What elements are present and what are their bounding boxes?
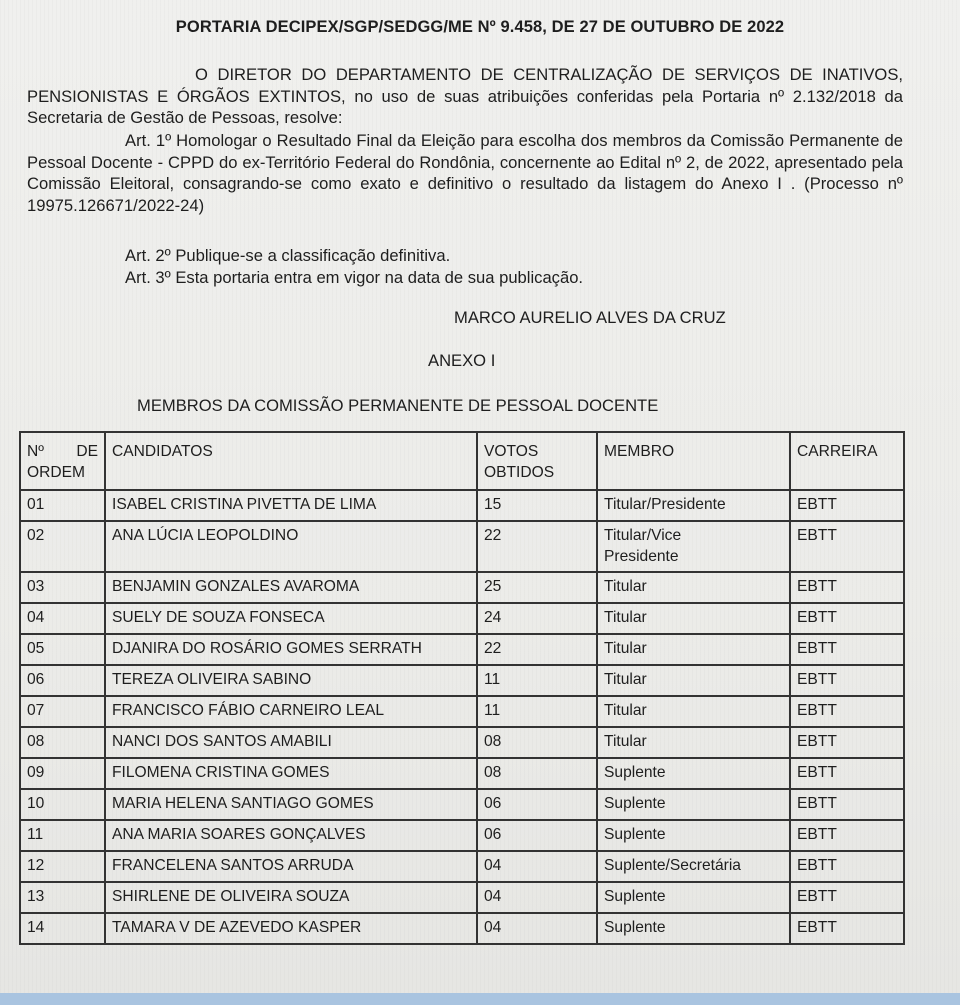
cell-ordem-text: 06 bbox=[27, 671, 45, 688]
cell-ordem-text: 05 bbox=[27, 640, 45, 657]
table-row bbox=[20, 696, 904, 727]
cell-candidato bbox=[105, 665, 477, 696]
table-row bbox=[20, 665, 904, 696]
cell-ordem bbox=[20, 882, 105, 913]
cell-ordem-text: 13 bbox=[27, 888, 45, 905]
cell-membro-text: Suplente bbox=[604, 795, 666, 812]
cell-candidato bbox=[105, 758, 477, 789]
cell-membro-text: Titular/Presidente bbox=[604, 496, 726, 513]
cell-carreira-text: EBTT bbox=[797, 609, 837, 626]
cell-candidato-text: ANA LÚCIA LEOPOLDINO bbox=[112, 527, 299, 544]
cell-votos bbox=[477, 521, 597, 572]
header-votos bbox=[477, 432, 597, 490]
cell-votos bbox=[477, 820, 597, 851]
cell-candidato bbox=[105, 913, 477, 944]
cell-ordem-text: 01 bbox=[27, 496, 45, 513]
cell-membro-text: Titular bbox=[604, 609, 647, 626]
cell-carreira-text: EBTT bbox=[797, 527, 837, 544]
cell-candidato-text: SUELY DE SOUZA FONSECA bbox=[112, 609, 325, 626]
cell-candidato bbox=[105, 634, 477, 665]
cell-votos bbox=[477, 490, 597, 521]
cell-carreira bbox=[790, 789, 904, 820]
signer-name: MARCO AURELIO ALVES DA CRUZ bbox=[454, 308, 726, 327]
cell-ordem bbox=[20, 727, 105, 758]
table-header-row bbox=[20, 432, 904, 490]
cell-votos-text: 08 bbox=[484, 733, 502, 750]
cell-membro-text: Suplente/Secretária bbox=[604, 857, 741, 874]
header-ordem-label: ORDEM bbox=[27, 464, 86, 481]
members-table bbox=[19, 431, 905, 945]
cell-votos bbox=[477, 572, 597, 603]
cell-votos bbox=[477, 727, 597, 758]
header-ordem-no: Nº bbox=[27, 443, 44, 460]
cell-carreira-text: EBTT bbox=[797, 857, 837, 874]
cell-votos-text: 11 bbox=[484, 671, 501, 688]
cell-candidato-text: FILOMENA CRISTINA GOMES bbox=[112, 764, 330, 781]
cell-membro bbox=[597, 696, 790, 727]
cell-candidato bbox=[105, 882, 477, 913]
cell-ordem-text: 14 bbox=[27, 919, 45, 936]
cell-votos bbox=[477, 913, 597, 944]
cell-candidato-text: ISABEL CRISTINA PIVETTA DE LIMA bbox=[112, 496, 377, 513]
cell-membro bbox=[597, 572, 790, 603]
annex-subtitle: MEMBROS DA COMISSÃO PERMANENTE DE PESSOAL DOCENTE bbox=[137, 396, 659, 415]
cell-carreira-text: EBTT bbox=[797, 764, 837, 781]
cell-candidato-text: TEREZA OLIVEIRA SABINO bbox=[112, 671, 312, 688]
cell-membro bbox=[597, 851, 790, 882]
cell-ordem-text: 11 bbox=[27, 826, 44, 843]
cell-ordem-text: 03 bbox=[27, 578, 45, 595]
cell-membro bbox=[597, 820, 790, 851]
cell-candidato-text: NANCI DOS SANTOS AMABILI bbox=[112, 733, 332, 750]
cell-membro-text-line2: Presidente bbox=[604, 548, 679, 565]
cell-ordem-text: 08 bbox=[27, 733, 45, 750]
cell-carreira bbox=[790, 521, 904, 572]
cell-candidato bbox=[105, 789, 477, 820]
cell-membro-text: Titular bbox=[604, 671, 647, 688]
cell-carreira-text: EBTT bbox=[797, 795, 837, 812]
article-1-text: Art. 1º Homologar o Resultado Final da Eleição para escolha dos membros da Comissão Permanente de Pessoal Docente - CPPD do ex-Território Federal do Rondônia, concernente ao Edital nº 2, de 2022, apresentado pela Comissão Eleitoral, consagrando-se como exato e definitivo o resultado da listagem do Anexo I . (Processo nº 19975.126671/2022-24) bbox=[27, 131, 903, 215]
cell-candidato bbox=[105, 696, 477, 727]
cell-candidato-text: MARIA HELENA SANTIAGO GOMES bbox=[112, 795, 374, 812]
cell-membro bbox=[597, 665, 790, 696]
table-row bbox=[20, 521, 904, 572]
cell-carreira-text: EBTT bbox=[797, 919, 837, 936]
cell-carreira bbox=[790, 634, 904, 665]
table-row bbox=[20, 603, 904, 634]
cell-membro-text: Titular bbox=[604, 733, 647, 750]
cell-carreira bbox=[790, 913, 904, 944]
cell-votos-text: 04 bbox=[484, 919, 502, 936]
preamble-paragraph bbox=[27, 64, 903, 129]
cell-membro bbox=[597, 913, 790, 944]
table-row bbox=[20, 572, 904, 603]
cell-ordem bbox=[20, 820, 105, 851]
cell-votos bbox=[477, 696, 597, 727]
table-row bbox=[20, 913, 904, 944]
cell-ordem bbox=[20, 851, 105, 882]
cell-membro bbox=[597, 758, 790, 789]
cell-ordem bbox=[20, 913, 105, 944]
cell-votos-text: 04 bbox=[484, 857, 502, 874]
cell-candidato-text: BENJAMIN GONZALES AVAROMA bbox=[112, 578, 360, 595]
cell-votos-text: 22 bbox=[484, 640, 502, 657]
header-candidatos: CANDIDATOS bbox=[105, 432, 477, 490]
cell-membro bbox=[597, 603, 790, 634]
cell-votos-text: 04 bbox=[484, 888, 502, 905]
cell-carreira bbox=[790, 851, 904, 882]
cell-votos-text: 15 bbox=[484, 496, 502, 513]
cell-ordem-text: 04 bbox=[27, 609, 45, 626]
cell-carreira bbox=[790, 572, 904, 603]
cell-votos-text: 06 bbox=[484, 795, 502, 812]
cell-votos bbox=[477, 851, 597, 882]
header-ordem bbox=[20, 432, 105, 490]
cell-votos bbox=[477, 603, 597, 634]
cell-carreira bbox=[790, 727, 904, 758]
cell-votos-text: 25 bbox=[484, 578, 502, 595]
header-ordem-de: DE bbox=[76, 443, 98, 460]
cell-carreira bbox=[790, 820, 904, 851]
cell-carreira-text: EBTT bbox=[797, 702, 837, 719]
cell-candidato bbox=[105, 521, 477, 572]
cell-candidato-text: FRANCISCO FÁBIO CARNEIRO LEAL bbox=[112, 702, 385, 719]
cell-votos bbox=[477, 665, 597, 696]
cell-candidato bbox=[105, 603, 477, 634]
header-votos-line1: VOTOS bbox=[484, 443, 539, 460]
cell-membro bbox=[597, 521, 790, 572]
cell-carreira-text: EBTT bbox=[797, 888, 837, 905]
cell-ordem-text: 02 bbox=[27, 527, 45, 544]
cell-candidato-text: TAMARA V DE AZEVEDO KASPER bbox=[112, 919, 362, 936]
cell-votos-text: 06 bbox=[484, 826, 502, 843]
cell-candidato bbox=[105, 727, 477, 758]
cell-votos-text: 11 bbox=[484, 702, 501, 719]
cell-membro-text: Suplente bbox=[604, 888, 666, 905]
table-row bbox=[20, 851, 904, 882]
cell-membro-text: Titular bbox=[604, 578, 647, 595]
cell-votos bbox=[477, 758, 597, 789]
cell-carreira bbox=[790, 665, 904, 696]
cell-candidato-text: FRANCELENA SANTOS ARRUDA bbox=[112, 857, 354, 874]
cell-ordem-text: 07 bbox=[27, 702, 45, 719]
table-row bbox=[20, 882, 904, 913]
cell-carreira bbox=[790, 696, 904, 727]
cell-candidato-text: DJANIRA DO ROSÁRIO GOMES SERRATH bbox=[112, 640, 422, 657]
cell-votos bbox=[477, 634, 597, 665]
cell-votos-text: 24 bbox=[484, 609, 502, 626]
article-2: Art. 2º Publique-se a classificação definitiva. bbox=[125, 246, 451, 265]
article-3: Art. 3º Esta portaria entra em vigor na data de sua publicação. bbox=[125, 268, 584, 287]
table-row bbox=[20, 490, 904, 521]
article-1-paragraph bbox=[27, 130, 903, 216]
cell-membro bbox=[597, 727, 790, 758]
cell-ordem bbox=[20, 490, 105, 521]
cell-membro-text: Suplente bbox=[604, 764, 666, 781]
cell-candidato-text: ANA MARIA SOARES GONÇALVES bbox=[112, 826, 366, 843]
cell-carreira-text: EBTT bbox=[797, 496, 837, 513]
header-votos-line2: OBTIDOS bbox=[484, 464, 555, 481]
cell-candidato bbox=[105, 572, 477, 603]
header-carreira: CARREIRA bbox=[790, 432, 904, 490]
bottom-bar bbox=[0, 993, 960, 1005]
preamble-text: O DIRETOR DO DEPARTAMENTO DE CENTRALIZAÇÃO DE SERVIÇOS DE INATIVOS, PENSIONISTAS E ÓRGÃOS EXTINTOS, no uso de suas atribuições conferidas pela Portaria nº 2.132/2018 da Secretaria de Gestão de Pessoas, resolve: bbox=[27, 65, 903, 127]
cell-votos bbox=[477, 789, 597, 820]
cell-carreira-text: EBTT bbox=[797, 671, 837, 688]
cell-candidato bbox=[105, 820, 477, 851]
cell-carreira-text: EBTT bbox=[797, 578, 837, 595]
annex-title: ANEXO I bbox=[428, 351, 496, 370]
table-row bbox=[20, 634, 904, 665]
cell-ordem bbox=[20, 634, 105, 665]
cell-carreira bbox=[790, 603, 904, 634]
cell-ordem bbox=[20, 758, 105, 789]
header-membro: MEMBRO bbox=[597, 432, 790, 490]
cell-carreira-text: EBTT bbox=[797, 733, 837, 750]
cell-carreira-text: EBTT bbox=[797, 826, 837, 843]
cell-carreira bbox=[790, 490, 904, 521]
cell-ordem bbox=[20, 603, 105, 634]
table-row bbox=[20, 727, 904, 758]
cell-ordem bbox=[20, 521, 105, 572]
cell-votos bbox=[477, 882, 597, 913]
cell-membro bbox=[597, 789, 790, 820]
cell-candidato bbox=[105, 851, 477, 882]
cell-membro bbox=[597, 490, 790, 521]
cell-ordem bbox=[20, 572, 105, 603]
cell-candidato bbox=[105, 490, 477, 521]
cell-membro bbox=[597, 634, 790, 665]
cell-carreira-text: EBTT bbox=[797, 640, 837, 657]
document-title: PORTARIA DECIPEX/SGP/SEDGG/ME Nº 9.458, DE 27 DE OUTUBRO DE 2022 bbox=[175, 18, 785, 36]
table-row bbox=[20, 758, 904, 789]
cell-membro-text: Titular bbox=[604, 702, 647, 719]
cell-membro bbox=[597, 882, 790, 913]
cell-carreira bbox=[790, 882, 904, 913]
cell-membro-text: Titular/Vice bbox=[604, 527, 682, 544]
cell-membro-text: Titular bbox=[604, 640, 647, 657]
cell-membro-text: Suplente bbox=[604, 919, 666, 936]
table-row bbox=[20, 820, 904, 851]
cell-candidato-text: SHIRLENE DE OLIVEIRA SOUZA bbox=[112, 888, 350, 905]
cell-ordem bbox=[20, 696, 105, 727]
table-row bbox=[20, 789, 904, 820]
cell-ordem-text: 10 bbox=[27, 795, 45, 812]
cell-ordem-text: 09 bbox=[27, 764, 45, 781]
cell-membro-text: Suplente bbox=[604, 826, 666, 843]
cell-votos-text: 08 bbox=[484, 764, 502, 781]
cell-ordem bbox=[20, 665, 105, 696]
cell-votos-text: 22 bbox=[484, 527, 502, 544]
cell-ordem-text: 12 bbox=[27, 857, 45, 874]
cell-ordem bbox=[20, 789, 105, 820]
cell-carreira bbox=[790, 758, 904, 789]
